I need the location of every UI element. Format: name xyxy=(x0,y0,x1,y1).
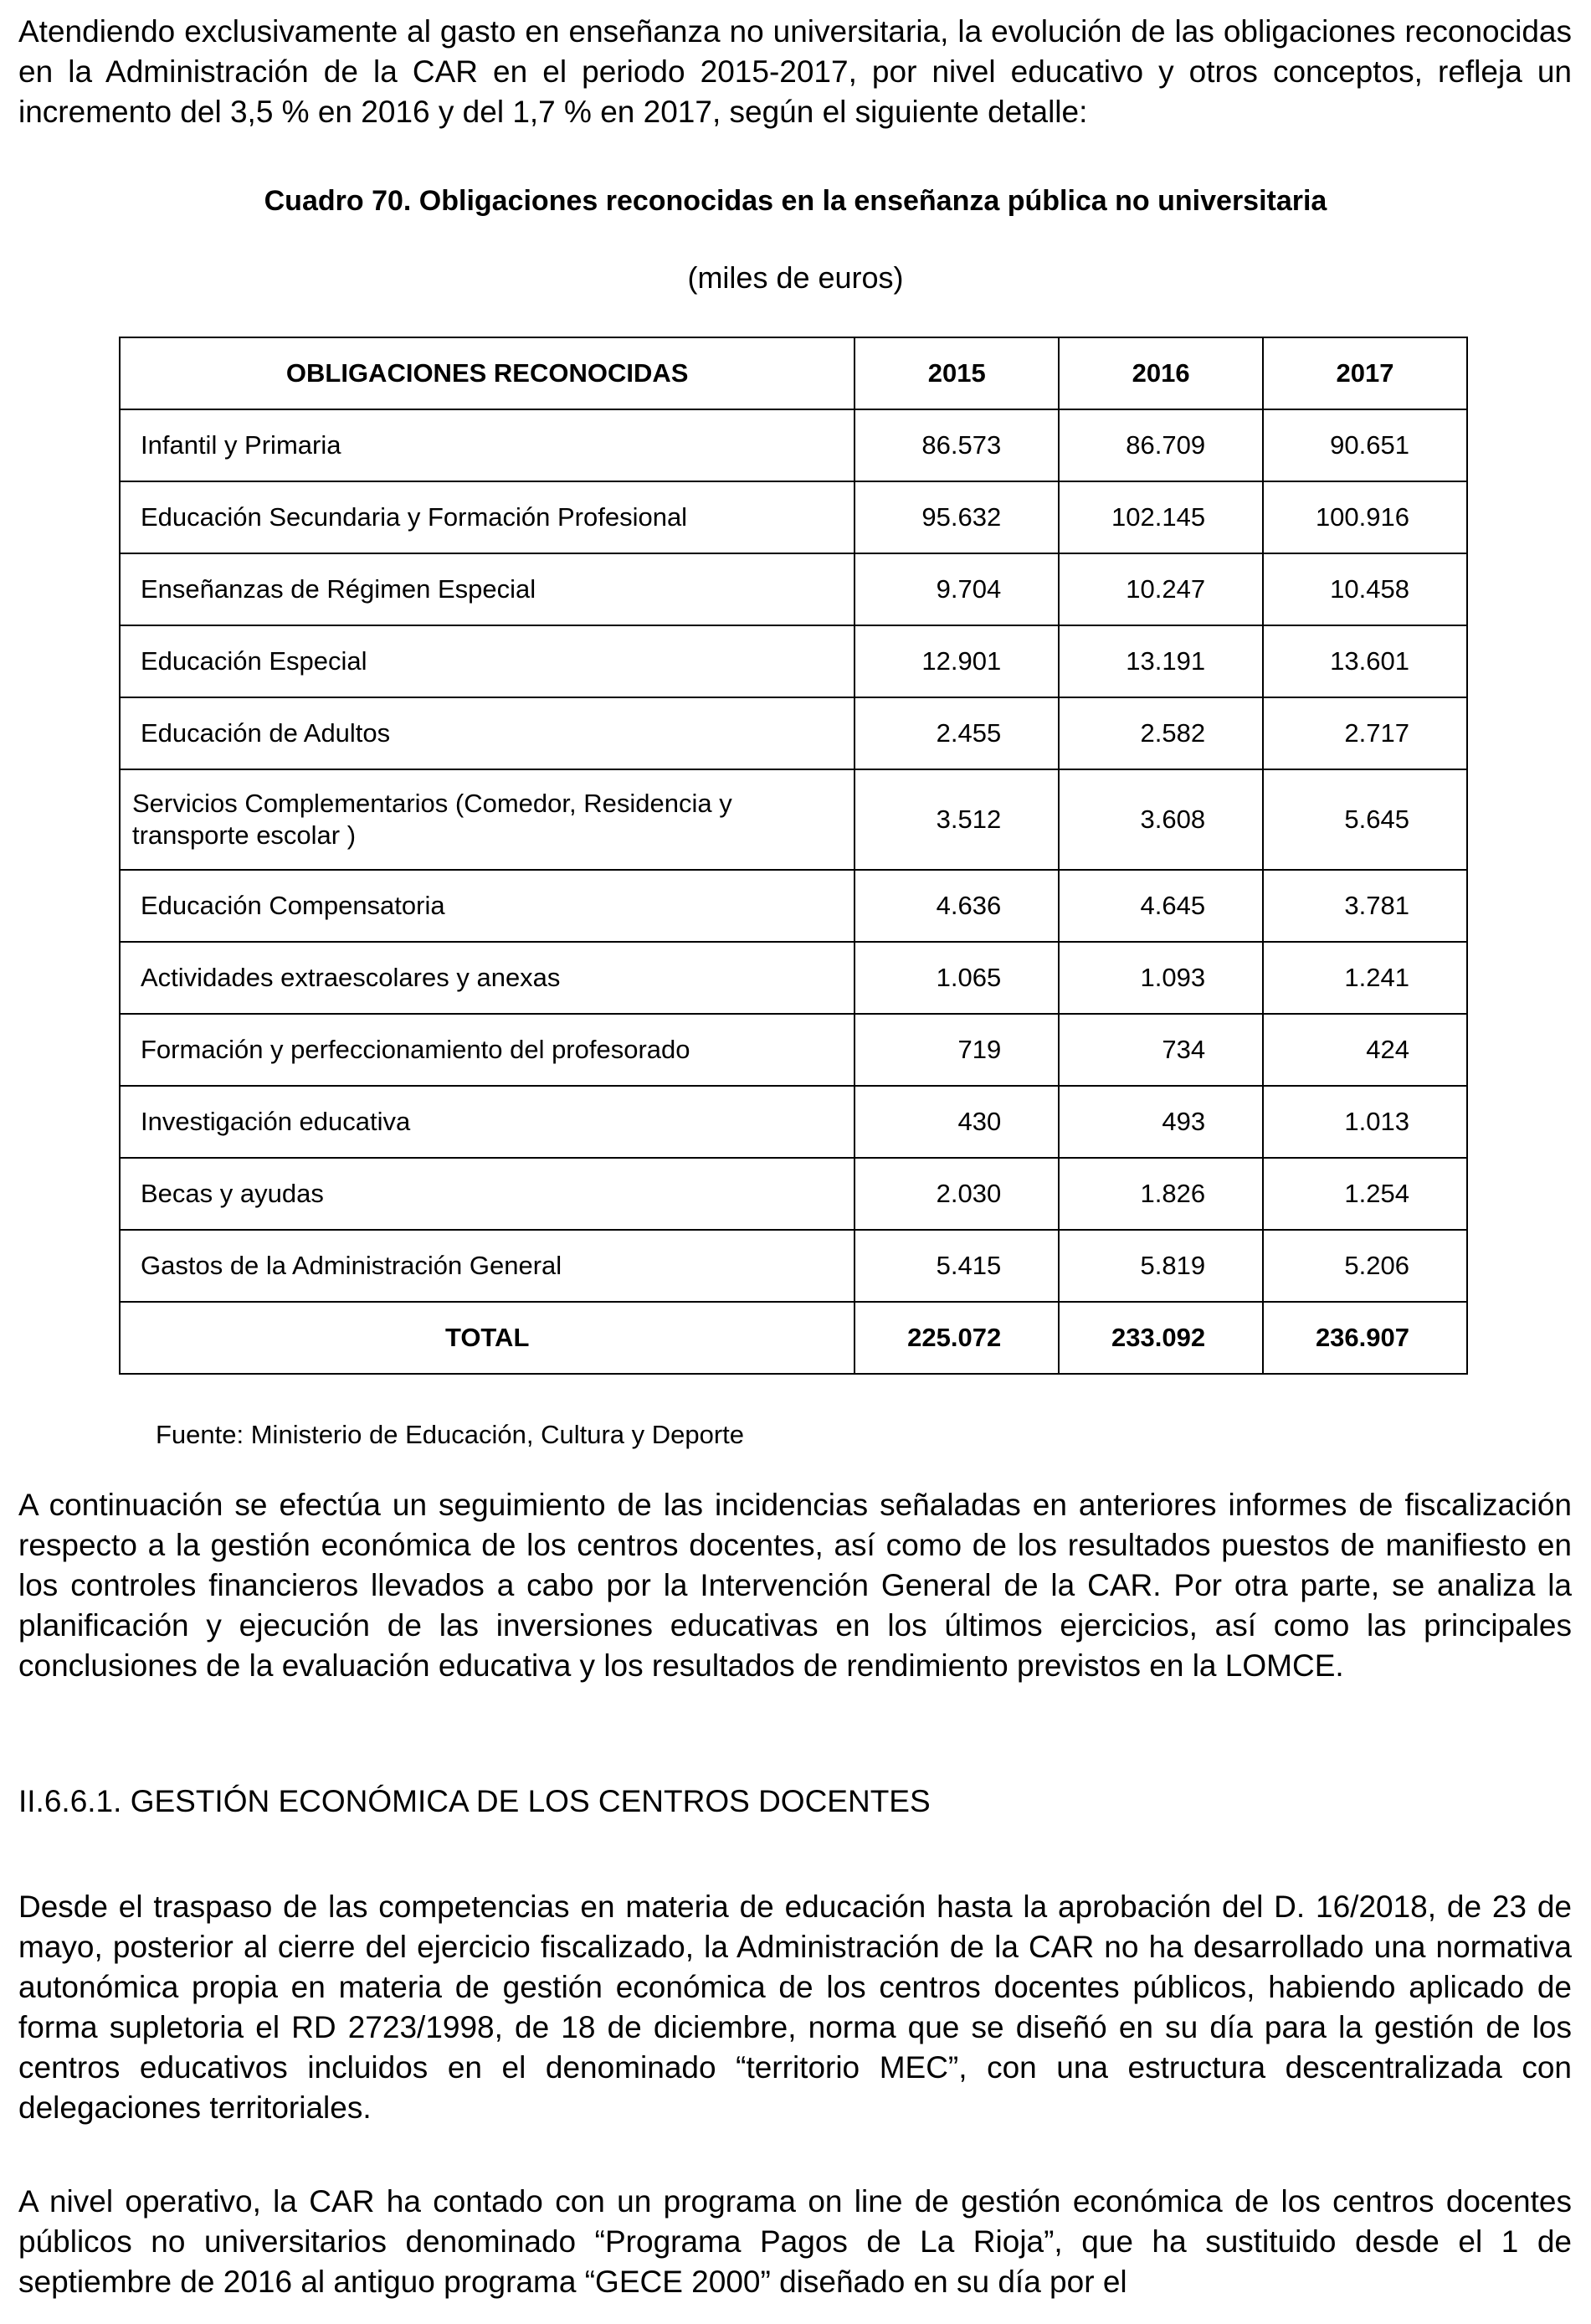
value-2016: 102.145 xyxy=(1059,481,1263,553)
value-2015: 2.455 xyxy=(855,697,1059,769)
value-2016: 734 xyxy=(1059,1014,1263,1086)
value-2015: 1.065 xyxy=(855,942,1059,1014)
value-2016: 13.191 xyxy=(1059,625,1263,697)
table-row xyxy=(120,697,1467,769)
value-2015: 2.030 xyxy=(855,1158,1059,1230)
value-2017: 5.645 xyxy=(1263,769,1467,870)
table-row xyxy=(120,1086,1467,1158)
value-2016: 86.709 xyxy=(1059,409,1263,481)
table-row xyxy=(120,625,1467,697)
table-row xyxy=(120,942,1467,1014)
total-2016: 233.092 xyxy=(1059,1302,1263,1374)
value-2016: 1.093 xyxy=(1059,942,1263,1014)
value-2015: 430 xyxy=(855,1086,1059,1158)
obligations-table xyxy=(119,337,1468,1375)
value-2015: 9.704 xyxy=(855,553,1059,625)
header-2017: 2017 xyxy=(1263,337,1467,409)
table-row xyxy=(120,1014,1467,1086)
value-2017: 13.601 xyxy=(1263,625,1467,697)
row-label: Infantil y Primaria xyxy=(120,409,855,481)
value-2016: 4.645 xyxy=(1059,870,1263,942)
value-2015: 3.512 xyxy=(855,769,1059,870)
table-row xyxy=(120,1230,1467,1302)
value-2017: 100.916 xyxy=(1263,481,1467,553)
table-row xyxy=(120,553,1467,625)
row-label: Enseñanzas de Régimen Especial xyxy=(120,553,855,625)
row-label: Actividades extraescolares y anexas xyxy=(120,942,855,1014)
value-2017: 10.458 xyxy=(1263,553,1467,625)
value-2015: 5.415 xyxy=(855,1230,1059,1302)
value-2015: 4.636 xyxy=(855,870,1059,942)
value-2017: 1.241 xyxy=(1263,942,1467,1014)
table-header-row xyxy=(120,337,1467,409)
value-2016: 3.608 xyxy=(1059,769,1263,870)
value-2017: 2.717 xyxy=(1263,697,1467,769)
row-label: Investigación educativa xyxy=(120,1086,855,1158)
row-label: Formación y perfeccionamiento del profesorado xyxy=(120,1014,855,1086)
header-concept: OBLIGACIONES RECONOCIDAS xyxy=(120,337,855,409)
value-2017: 1.254 xyxy=(1263,1158,1467,1230)
value-2017: 5.206 xyxy=(1263,1230,1467,1302)
row-label: Educación Secundaria y Formación Profesional xyxy=(120,481,855,553)
row-label: Educación de Adultos xyxy=(120,697,855,769)
table-total-row xyxy=(120,1302,1467,1374)
total-2015: 225.072 xyxy=(855,1302,1059,1374)
row-label: Educación Compensatoria xyxy=(120,870,855,942)
value-2016: 5.819 xyxy=(1059,1230,1263,1302)
table-title: Cuadro 70. Obligaciones reconocidas en la enseñanza pública no universitaria xyxy=(264,185,1327,217)
value-2016: 493 xyxy=(1059,1086,1263,1158)
table-row xyxy=(120,409,1467,481)
value-2017: 90.651 xyxy=(1263,409,1467,481)
row-label: Gastos de la Administración General xyxy=(120,1230,855,1302)
value-2016: 10.247 xyxy=(1059,553,1263,625)
header-2015: 2015 xyxy=(855,337,1059,409)
header-2016: 2016 xyxy=(1059,337,1263,409)
total-label: TOTAL xyxy=(120,1302,855,1374)
section-heading: II.6.6.1. GESTIÓN ECONÓMICA DE LOS CENTROS DOCENTES xyxy=(18,1784,931,1818)
paragraph-regulation: Desde el traspaso de las competencias en materia de educación hasta la aprobación del D. 16/2018, de 23 de mayo, posterior al cierre del ejercicio fiscalizado, la Administración de la CAR no ha desarrollado una normativa autonómica propia en materia de gestión económica de los centros docentes públicos, habiendo aplicado de forma supletoria el RD 2723/1998, de 18 de diciembre, norma que se diseñó en su día para la gestión de los centros educativos incluidos en el denominado “territorio MEC”, con una estructura descentralizada con delegaciones territoriales. xyxy=(18,1890,1572,2125)
value-2017: 3.781 xyxy=(1263,870,1467,942)
row-label: Servicios Complementarios (Comedor, Residencia y transporte escolar ) xyxy=(120,769,855,870)
value-2016: 1.826 xyxy=(1059,1158,1263,1230)
table-row xyxy=(120,769,1467,870)
value-2017: 424 xyxy=(1263,1014,1467,1086)
table-units: (miles de euros) xyxy=(687,260,904,295)
paragraph-program: A nivel operativo, la CAR ha contado con un programa on line de gestión económica de los centros docentes públicos no universitarios denominado “Programa Pagos de La Rioja”, que ha sustituido desde el 1 de septiembre de 2016 al antiguo programa “GECE 2000” diseñado en su día por el xyxy=(18,2184,1572,2299)
table-source-note: Fuente: Ministerio de Educación, Cultura y Deporte xyxy=(156,1420,745,1449)
total-2017: 236.907 xyxy=(1263,1302,1467,1374)
value-2015: 86.573 xyxy=(855,409,1059,481)
table-row xyxy=(120,870,1467,942)
value-2017: 1.013 xyxy=(1263,1086,1467,1158)
row-label: Becas y ayudas xyxy=(120,1158,855,1230)
paragraph-follow-up: A continuación se efectúa un seguimiento de las incidencias señaladas en anteriores informes de fiscalización respecto a la gestión económica de los centros docentes, así como de los resultados puestos de manifiesto en los controles financieros llevados a cabo por la Intervención General de la CAR. Por otra parte, se analiza la planificación y ejecución de las inversiones educativas en los últimos ejercicios, así como las principales conclusiones de la evaluación educativa y los resultados de rendimiento previstos en la LOMCE. xyxy=(18,1488,1572,1683)
value-2016: 2.582 xyxy=(1059,697,1263,769)
table-row xyxy=(120,481,1467,553)
table-row xyxy=(120,1158,1467,1230)
value-2015: 12.901 xyxy=(855,625,1059,697)
intro-paragraph: Atendiendo exclusivamente al gasto en enseñanza no universitaria, la evolución de las obligaciones reconocidas en la Administración de la CAR en el periodo 2015-2017, por nivel educativo y otros conceptos, refleja un incremento del 3,5 % en 2016 y del 1,7 % en 2017, según el siguiente detalle: xyxy=(18,14,1572,129)
value-2015: 95.632 xyxy=(855,481,1059,553)
value-2015: 719 xyxy=(855,1014,1059,1086)
row-label: Educación Especial xyxy=(120,625,855,697)
